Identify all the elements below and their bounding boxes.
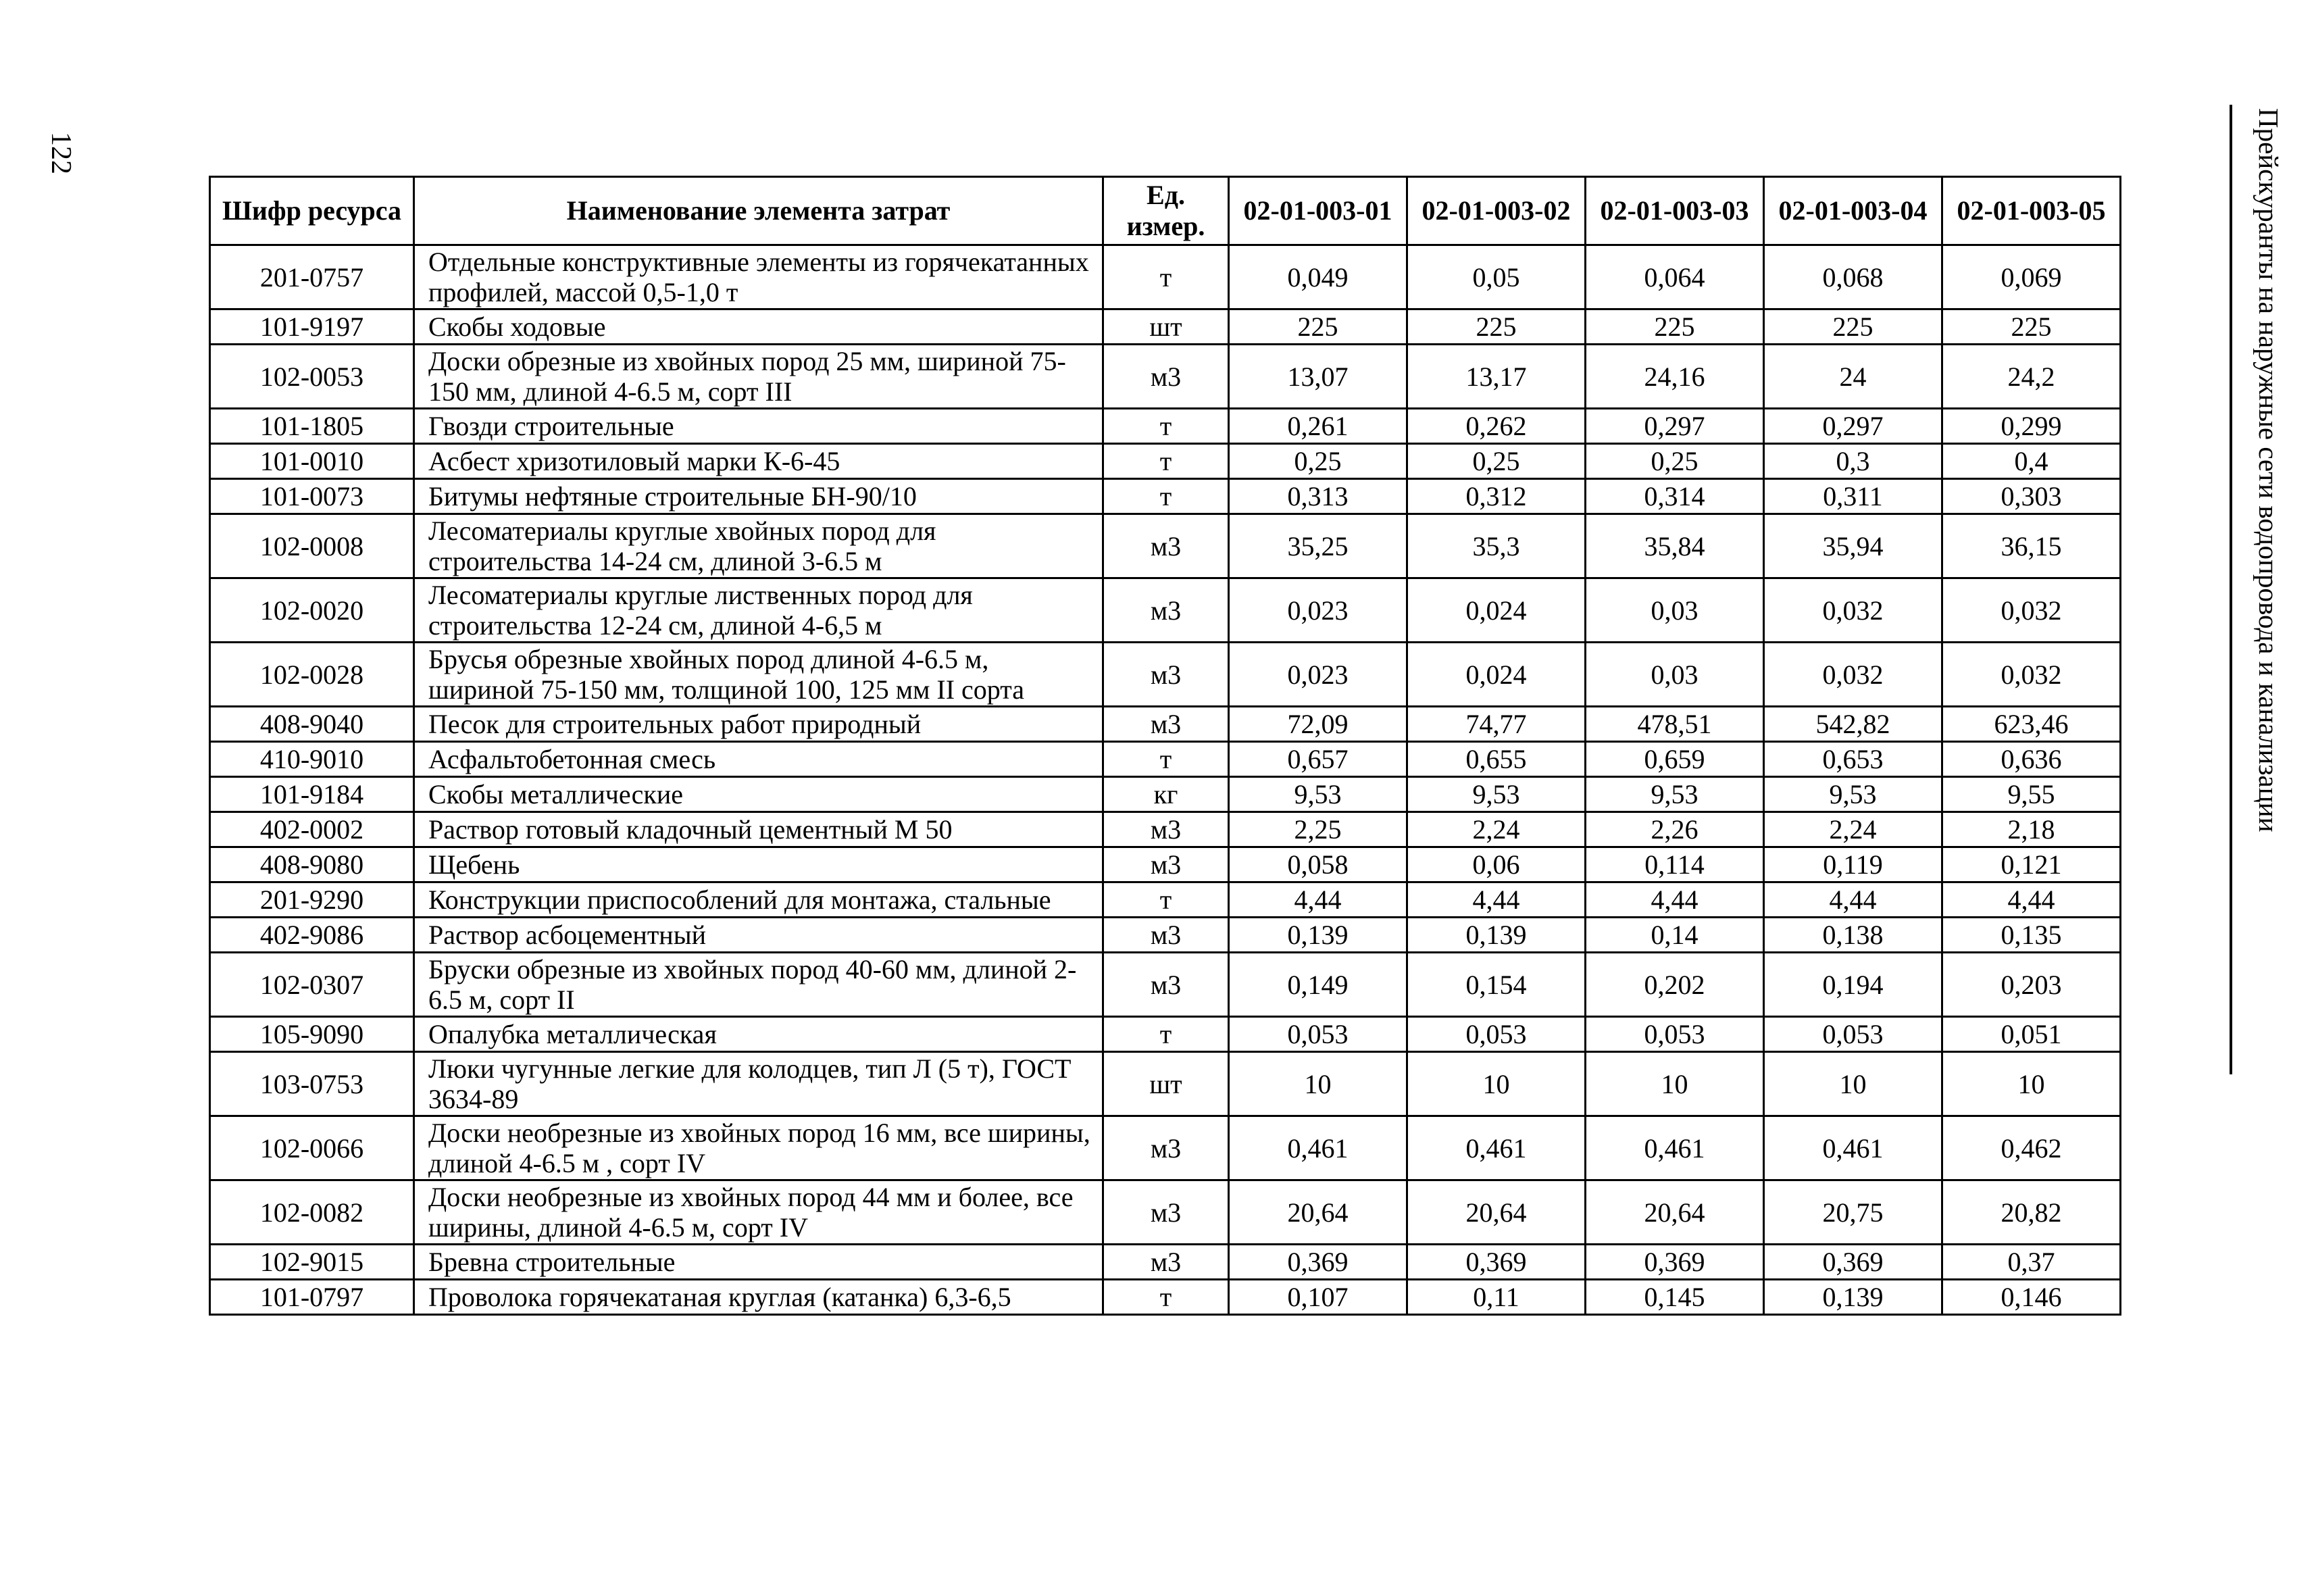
unit-cell: кг <box>1103 777 1229 812</box>
table-row <box>210 479 2121 514</box>
table-row <box>210 1280 2121 1315</box>
resource-code-cell: 102-0053 <box>210 345 414 409</box>
value-cell-03: 35,84 <box>1586 514 1764 578</box>
cost-element-name-cell: Опалубка металлическая <box>414 1017 1103 1052</box>
value-cell-05: 0,636 <box>1942 742 2121 777</box>
unit-cell: т <box>1103 1280 1229 1315</box>
value-cell-01: 0,369 <box>1229 1245 1407 1280</box>
resource-code-cell: 101-0797 <box>210 1280 414 1315</box>
value-cell-02: 20,64 <box>1407 1180 1586 1245</box>
cost-element-name-cell: Отдельные конструктивные элементы из горячекатанных профилей, массой 0,5-1,0 т <box>414 245 1103 309</box>
value-cell-02: 2,24 <box>1407 812 1586 847</box>
resource-code-cell: 102-0307 <box>210 953 414 1017</box>
value-cell-02: 0,25 <box>1407 444 1586 479</box>
value-cell-03: 0,369 <box>1586 1245 1764 1280</box>
value-cell-04: 0,194 <box>1764 953 1942 1017</box>
value-cell-05: 4,44 <box>1942 882 2121 918</box>
value-cell-04: 0,311 <box>1764 479 1942 514</box>
unit-cell: м3 <box>1103 1180 1229 1245</box>
value-cell-05: 36,15 <box>1942 514 2121 578</box>
cost-element-name-cell: Гвозди строительные <box>414 409 1103 444</box>
value-cell-02: 0,154 <box>1407 953 1586 1017</box>
resource-code-cell: 101-1805 <box>210 409 414 444</box>
cost-element-name-cell: Асфальтобетонная смесь <box>414 742 1103 777</box>
value-cell-05: 0,4 <box>1942 444 2121 479</box>
value-cell-02: 0,139 <box>1407 918 1586 953</box>
value-cell-03: 0,14 <box>1586 918 1764 953</box>
value-cell-03: 9,53 <box>1586 777 1764 812</box>
value-cell-03: 2,26 <box>1586 812 1764 847</box>
value-cell-03: 0,314 <box>1586 479 1764 514</box>
side-running-title: Прейскуранты на наружные сети водопровода и канализации <box>2253 108 2284 832</box>
value-cell-02: 0,11 <box>1407 1280 1586 1315</box>
cost-element-name-cell: Скобы ходовые <box>414 309 1103 345</box>
value-cell-05: 0,303 <box>1942 479 2121 514</box>
unit-cell: м3 <box>1103 918 1229 953</box>
table-row <box>210 245 2121 309</box>
resource-cost-table <box>209 176 2121 1316</box>
value-cell-01: 35,25 <box>1229 514 1407 578</box>
value-cell-04: 0,461 <box>1764 1116 1942 1180</box>
value-cell-04: 0,068 <box>1764 245 1942 309</box>
table-row <box>210 1116 2121 1180</box>
side-divider-rule <box>2230 105 2232 1074</box>
value-cell-04: 9,53 <box>1764 777 1942 812</box>
table-row <box>210 1017 2121 1052</box>
value-cell-04: 0,032 <box>1764 643 1942 707</box>
value-cell-05: 9,55 <box>1942 777 2121 812</box>
header-unit: Ед. измер. <box>1103 177 1229 245</box>
value-cell-01: 0,261 <box>1229 409 1407 444</box>
resource-code-cell: 103-0753 <box>210 1052 414 1116</box>
cost-element-name-cell: Скобы металлические <box>414 777 1103 812</box>
cost-element-name-cell: Песок для строительных работ природный <box>414 707 1103 742</box>
value-cell-03: 0,297 <box>1586 409 1764 444</box>
value-cell-03: 0,064 <box>1586 245 1764 309</box>
value-cell-01: 0,049 <box>1229 245 1407 309</box>
table-row <box>210 309 2121 345</box>
value-cell-03: 0,053 <box>1586 1017 1764 1052</box>
cost-element-name-cell: Бруски обрезные из хвойных пород 40-60 мм, длиной 2-6.5 м, сорт II <box>414 953 1103 1017</box>
resource-code-cell: 402-0002 <box>210 812 414 847</box>
value-cell-05: 24,2 <box>1942 345 2121 409</box>
page-number: 122 <box>45 132 76 174</box>
header-price-code-02: 02-01-003-02 <box>1407 177 1586 245</box>
table-row <box>210 742 2121 777</box>
table-row <box>210 514 2121 578</box>
value-cell-04: 0,053 <box>1764 1017 1942 1052</box>
unit-cell: м3 <box>1103 643 1229 707</box>
table-row <box>210 777 2121 812</box>
value-cell-02: 225 <box>1407 309 1586 345</box>
value-cell-01: 0,058 <box>1229 847 1407 882</box>
value-cell-03: 4,44 <box>1586 882 1764 918</box>
resource-code-cell: 402-9086 <box>210 918 414 953</box>
value-cell-01: 72,09 <box>1229 707 1407 742</box>
cost-element-name-cell: Брусья обрезные хвойных пород длиной 4-6.5 м, шириной 75-150 мм, толщиной 100, 125 мм II сорта <box>414 643 1103 707</box>
cost-element-name-cell: Битумы нефтяные строительные БН-90/10 <box>414 479 1103 514</box>
table-row <box>210 409 2121 444</box>
value-cell-02: 0,461 <box>1407 1116 1586 1180</box>
value-cell-01: 0,107 <box>1229 1280 1407 1315</box>
value-cell-02: 0,312 <box>1407 479 1586 514</box>
unit-cell: шт <box>1103 309 1229 345</box>
value-cell-02: 0,05 <box>1407 245 1586 309</box>
unit-cell: м3 <box>1103 345 1229 409</box>
resource-code-cell: 102-9015 <box>210 1245 414 1280</box>
value-cell-01: 0,657 <box>1229 742 1407 777</box>
value-cell-01: 13,07 <box>1229 345 1407 409</box>
value-cell-03: 0,114 <box>1586 847 1764 882</box>
unit-cell: шт <box>1103 1052 1229 1116</box>
value-cell-05: 0,032 <box>1942 643 2121 707</box>
value-cell-03: 10 <box>1586 1052 1764 1116</box>
value-cell-05: 0,299 <box>1942 409 2121 444</box>
unit-cell: м3 <box>1103 847 1229 882</box>
header-cost-element-name: Наименование элемента затрат <box>414 177 1103 245</box>
header-resource-code: Шифр ресурса <box>210 177 414 245</box>
table-header-row <box>210 177 2121 245</box>
header-price-code-01: 02-01-003-01 <box>1229 177 1407 245</box>
value-cell-01: 0,149 <box>1229 953 1407 1017</box>
value-cell-04: 225 <box>1764 309 1942 345</box>
value-cell-04: 0,119 <box>1764 847 1942 882</box>
unit-cell: т <box>1103 882 1229 918</box>
table-row <box>210 918 2121 953</box>
value-cell-05: 0,37 <box>1942 1245 2121 1280</box>
value-cell-03: 0,145 <box>1586 1280 1764 1315</box>
table-row <box>210 1245 2121 1280</box>
resource-code-cell: 408-9040 <box>210 707 414 742</box>
unit-cell: м3 <box>1103 953 1229 1017</box>
unit-cell: т <box>1103 742 1229 777</box>
value-cell-01: 0,023 <box>1229 643 1407 707</box>
value-cell-04: 0,653 <box>1764 742 1942 777</box>
unit-cell: т <box>1103 1017 1229 1052</box>
unit-cell: м3 <box>1103 578 1229 643</box>
value-cell-03: 225 <box>1586 309 1764 345</box>
resource-code-cell: 102-0082 <box>210 1180 414 1245</box>
header-price-code-03: 02-01-003-03 <box>1586 177 1764 245</box>
table-row <box>210 1052 2121 1116</box>
value-cell-01: 9,53 <box>1229 777 1407 812</box>
value-cell-03: 0,202 <box>1586 953 1764 1017</box>
unit-cell: т <box>1103 409 1229 444</box>
value-cell-04: 0,297 <box>1764 409 1942 444</box>
value-cell-02: 10 <box>1407 1052 1586 1116</box>
table-row <box>210 345 2121 409</box>
value-cell-01: 10 <box>1229 1052 1407 1116</box>
value-cell-02: 35,3 <box>1407 514 1586 578</box>
value-cell-01: 0,313 <box>1229 479 1407 514</box>
value-cell-03: 478,51 <box>1586 707 1764 742</box>
value-cell-04: 0,3 <box>1764 444 1942 479</box>
value-cell-01: 20,64 <box>1229 1180 1407 1245</box>
unit-cell: м3 <box>1103 1245 1229 1280</box>
value-cell-02: 13,17 <box>1407 345 1586 409</box>
value-cell-03: 20,64 <box>1586 1180 1764 1245</box>
value-cell-04: 35,94 <box>1764 514 1942 578</box>
resource-code-cell: 102-0028 <box>210 643 414 707</box>
resource-code-cell: 101-9184 <box>210 777 414 812</box>
cost-element-name-cell: Доски обрезные из хвойных пород 25 мм, шириной 75-150 мм, длиной 4-6.5 м, сорт III <box>414 345 1103 409</box>
value-cell-01: 0,461 <box>1229 1116 1407 1180</box>
cost-element-name-cell: Бревна строительные <box>414 1245 1103 1280</box>
value-cell-05: 623,46 <box>1942 707 2121 742</box>
value-cell-04: 0,369 <box>1764 1245 1942 1280</box>
value-cell-03: 0,25 <box>1586 444 1764 479</box>
cost-element-name-cell: Люки чугунные легкие для колодцев, тип Л (5 т), ГОСТ 3634-89 <box>414 1052 1103 1116</box>
value-cell-05: 0,051 <box>1942 1017 2121 1052</box>
value-cell-01: 0,25 <box>1229 444 1407 479</box>
resource-code-cell: 101-9197 <box>210 309 414 345</box>
value-cell-03: 0,659 <box>1586 742 1764 777</box>
unit-cell: м3 <box>1103 1116 1229 1180</box>
value-cell-03: 24,16 <box>1586 345 1764 409</box>
value-cell-02: 0,655 <box>1407 742 1586 777</box>
cost-element-name-cell: Раствор готовый кладочный цементный М 50 <box>414 812 1103 847</box>
table-row <box>210 1180 2121 1245</box>
table-row <box>210 882 2121 918</box>
unit-cell: м3 <box>1103 514 1229 578</box>
table-row <box>210 643 2121 707</box>
cost-element-name-cell: Конструкции приспособлений для монтажа, стальные <box>414 882 1103 918</box>
value-cell-02: 9,53 <box>1407 777 1586 812</box>
value-cell-05: 0,069 <box>1942 245 2121 309</box>
value-cell-04: 24 <box>1764 345 1942 409</box>
cost-element-name-cell: Лесоматериалы круглые лиственных пород для строительства 12-24 см, длиной 4-6,5 м <box>414 578 1103 643</box>
value-cell-05: 10 <box>1942 1052 2121 1116</box>
value-cell-01: 0,023 <box>1229 578 1407 643</box>
value-cell-05: 0,135 <box>1942 918 2121 953</box>
value-cell-04: 0,138 <box>1764 918 1942 953</box>
resource-code-cell: 408-9080 <box>210 847 414 882</box>
value-cell-04: 0,139 <box>1764 1280 1942 1315</box>
value-cell-04: 542,82 <box>1764 707 1942 742</box>
resource-code-cell: 105-9090 <box>210 1017 414 1052</box>
value-cell-05: 225 <box>1942 309 2121 345</box>
cost-element-name-cell: Лесоматериалы круглые хвойных пород для строительства 14-24 см, длиной 3-6.5 м <box>414 514 1103 578</box>
unit-cell: м3 <box>1103 707 1229 742</box>
unit-cell: т <box>1103 444 1229 479</box>
resource-code-cell: 410-9010 <box>210 742 414 777</box>
resource-code-cell: 102-0020 <box>210 578 414 643</box>
cost-element-name-cell: Проволока горячекатаная круглая (катанка) 6,3-6,5 <box>414 1280 1103 1315</box>
value-cell-04: 2,24 <box>1764 812 1942 847</box>
resource-code-cell: 201-9290 <box>210 882 414 918</box>
value-cell-04: 0,032 <box>1764 578 1942 643</box>
value-cell-03: 0,461 <box>1586 1116 1764 1180</box>
cost-element-name-cell: Раствор асбоцементный <box>414 918 1103 953</box>
value-cell-04: 10 <box>1764 1052 1942 1116</box>
table-row <box>210 953 2121 1017</box>
value-cell-05: 2,18 <box>1942 812 2121 847</box>
value-cell-01: 225 <box>1229 309 1407 345</box>
value-cell-03: 0,03 <box>1586 643 1764 707</box>
value-cell-02: 4,44 <box>1407 882 1586 918</box>
value-cell-02: 74,77 <box>1407 707 1586 742</box>
header-price-code-05: 02-01-003-05 <box>1942 177 2121 245</box>
value-cell-05: 0,203 <box>1942 953 2121 1017</box>
value-cell-04: 4,44 <box>1764 882 1942 918</box>
value-cell-01: 0,139 <box>1229 918 1407 953</box>
resource-code-cell: 102-0008 <box>210 514 414 578</box>
value-cell-05: 20,82 <box>1942 1180 2121 1245</box>
table-row <box>210 847 2121 882</box>
unit-cell: т <box>1103 479 1229 514</box>
resource-code-cell: 101-0073 <box>210 479 414 514</box>
header-price-code-04: 02-01-003-04 <box>1764 177 1942 245</box>
value-cell-05: 0,121 <box>1942 847 2121 882</box>
value-cell-01: 2,25 <box>1229 812 1407 847</box>
value-cell-02: 0,024 <box>1407 578 1586 643</box>
cost-element-name-cell: Доски необрезные из хвойных пород 16 мм, все ширины, длиной 4-6.5 м , сорт IV <box>414 1116 1103 1180</box>
cost-element-name-cell: Доски необрезные из хвойных пород 44 мм и более, все ширины, длиной 4-6.5 м, сорт IV <box>414 1180 1103 1245</box>
value-cell-05: 0,032 <box>1942 578 2121 643</box>
value-cell-02: 0,06 <box>1407 847 1586 882</box>
table-row <box>210 707 2121 742</box>
value-cell-02: 0,369 <box>1407 1245 1586 1280</box>
value-cell-02: 0,053 <box>1407 1017 1586 1052</box>
value-cell-01: 0,053 <box>1229 1017 1407 1052</box>
resource-code-cell: 102-0066 <box>210 1116 414 1180</box>
table-row <box>210 578 2121 643</box>
cost-element-name-cell: Щебень <box>414 847 1103 882</box>
cost-element-name-cell: Асбест хризотиловый марки К-6-45 <box>414 444 1103 479</box>
resource-code-cell: 101-0010 <box>210 444 414 479</box>
value-cell-05: 0,462 <box>1942 1116 2121 1180</box>
unit-cell: т <box>1103 245 1229 309</box>
value-cell-03: 0,03 <box>1586 578 1764 643</box>
table-row <box>210 812 2121 847</box>
value-cell-04: 20,75 <box>1764 1180 1942 1245</box>
value-cell-05: 0,146 <box>1942 1280 2121 1315</box>
value-cell-02: 0,262 <box>1407 409 1586 444</box>
unit-cell: м3 <box>1103 812 1229 847</box>
value-cell-02: 0,024 <box>1407 643 1586 707</box>
value-cell-01: 4,44 <box>1229 882 1407 918</box>
table-row <box>210 444 2121 479</box>
resource-code-cell: 201-0757 <box>210 245 414 309</box>
